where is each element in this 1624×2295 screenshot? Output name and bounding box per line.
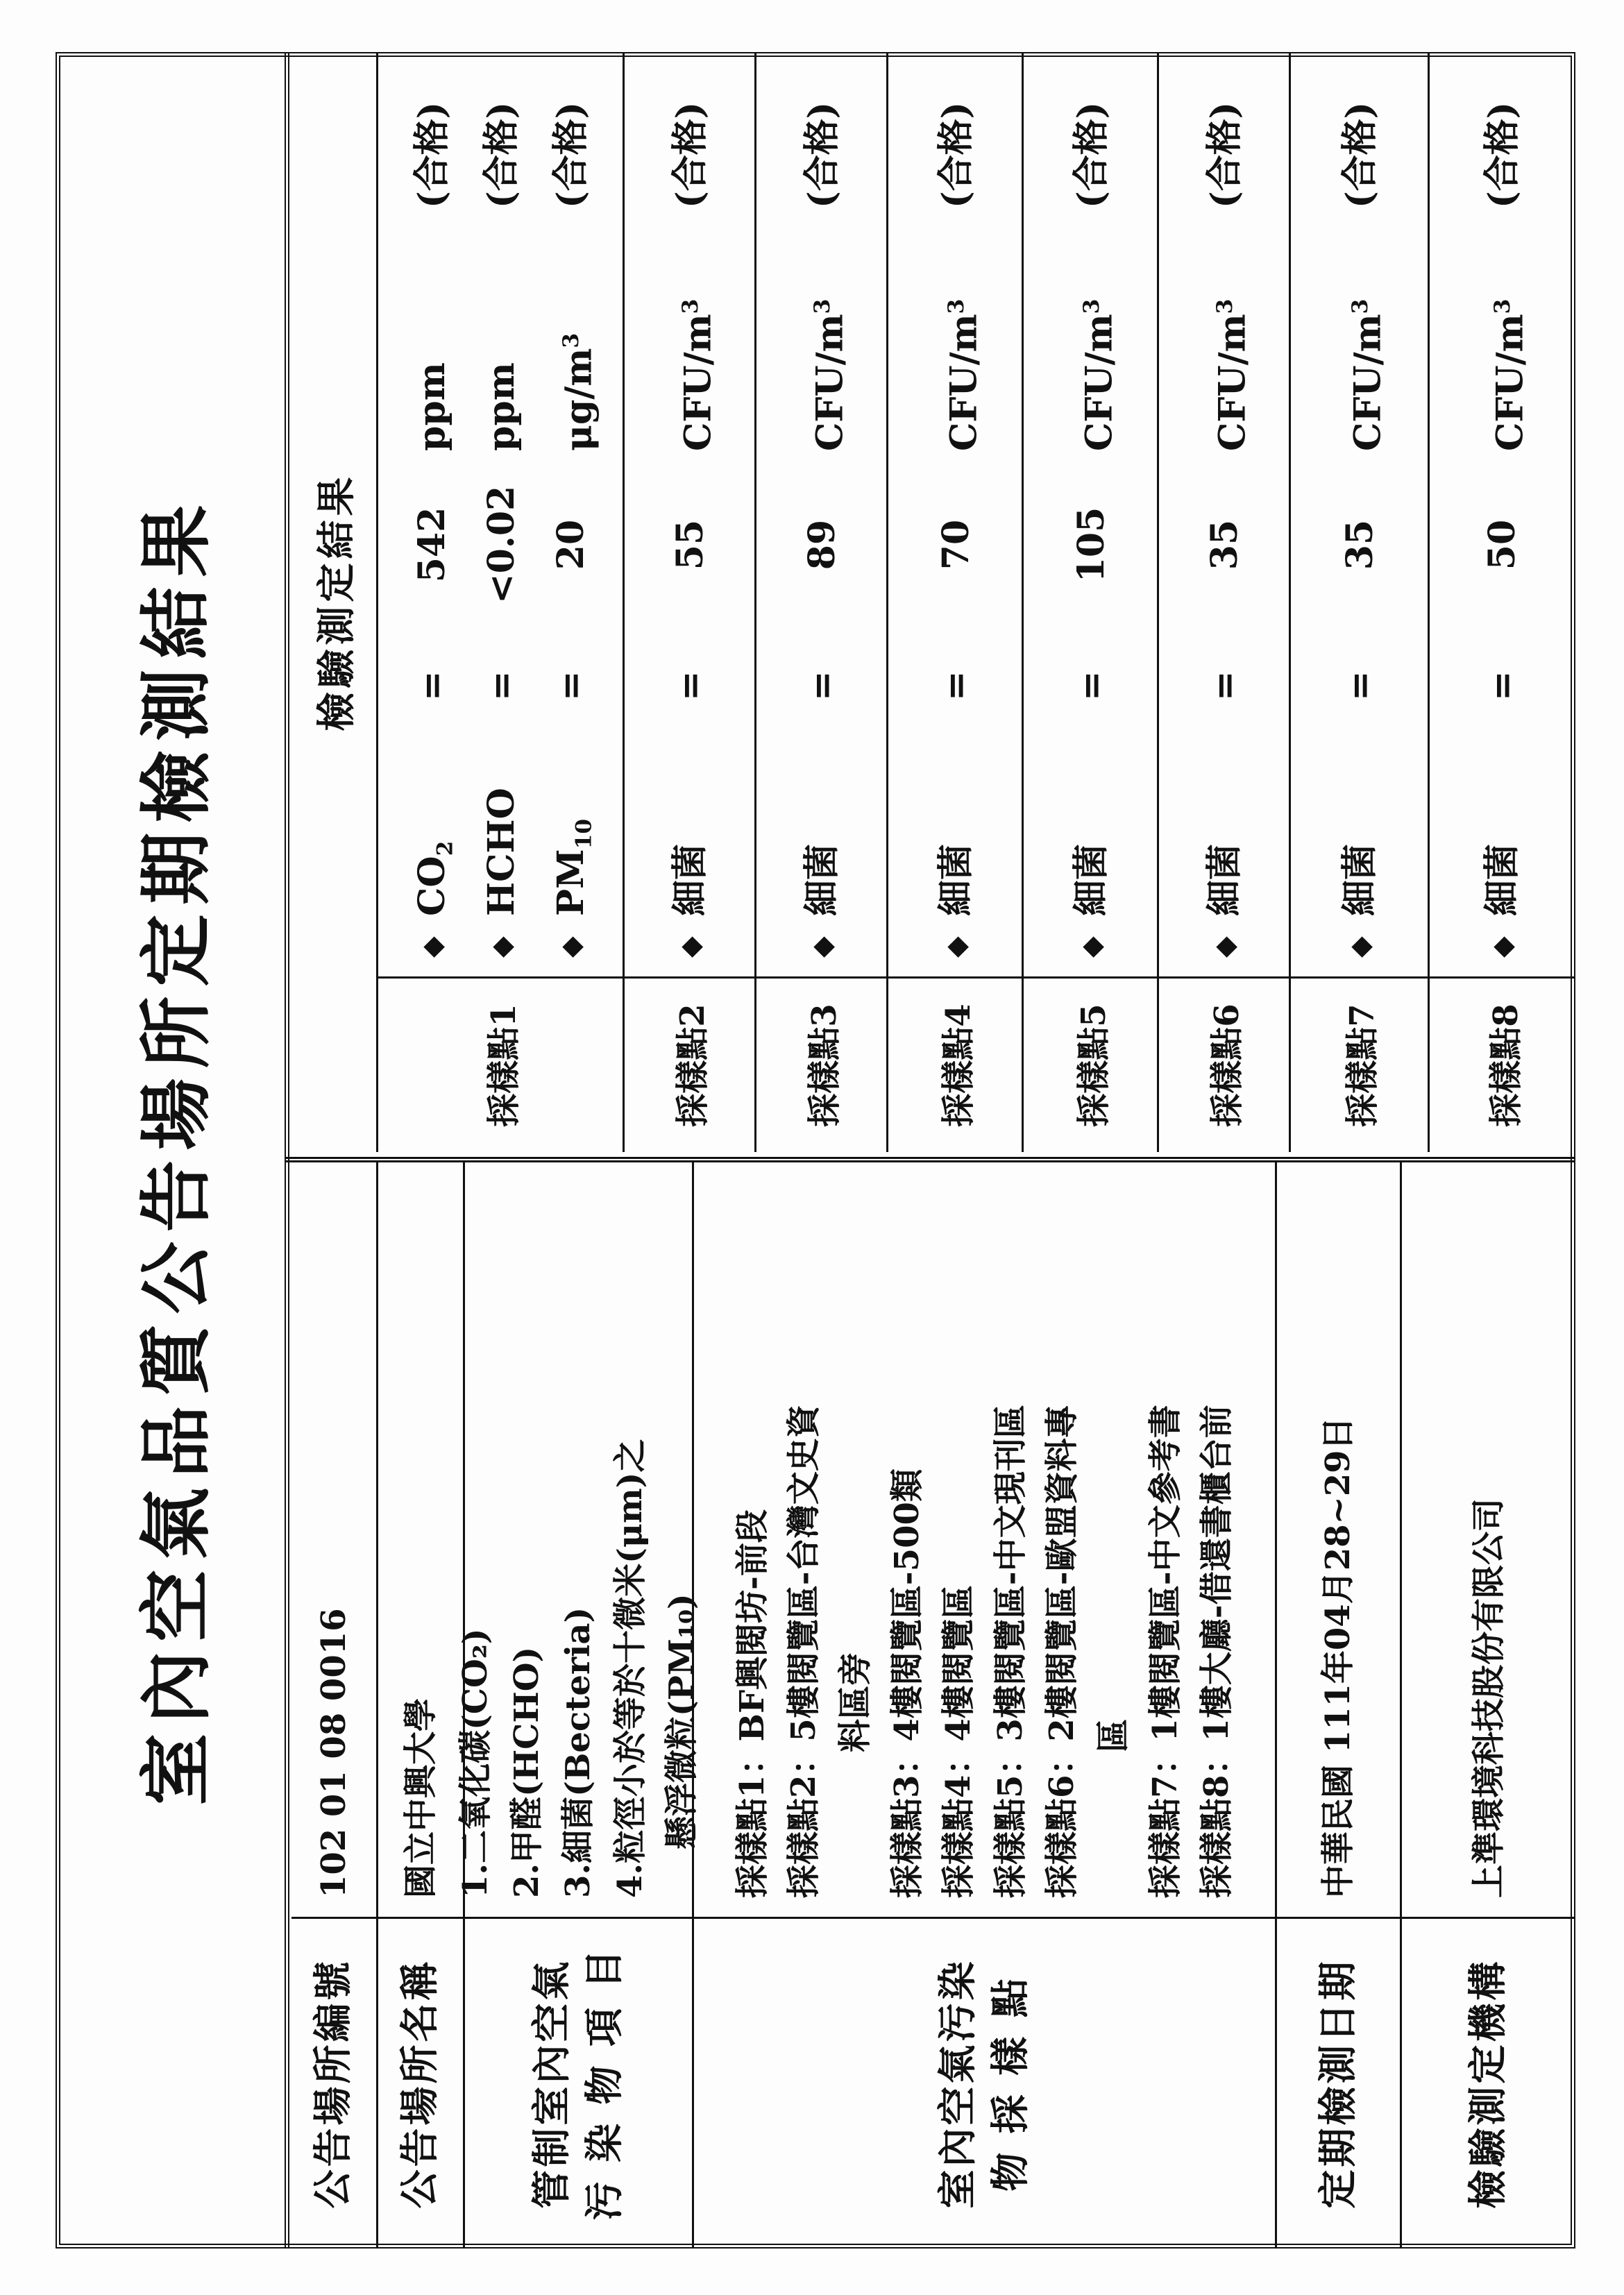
unit	[536, 333, 606, 451]
info-table	[291, 1162, 1575, 2249]
unit-text: μg/m	[557, 348, 600, 451]
sampling-point-item-continued: 區	[1094, 1718, 1133, 1752]
site-name-value-text: 國立中興大學	[400, 1697, 440, 1898]
bullet-icon: ◆	[1074, 936, 1108, 958]
measurement-line	[1326, 62, 1395, 965]
results-row	[378, 52, 625, 1152]
bullet-icon: ◆	[415, 936, 448, 958]
bullet-icon: ◆	[674, 936, 707, 958]
agency-value	[1402, 1176, 1575, 1898]
unit-text: CFU/m	[809, 314, 852, 451]
unit	[1190, 299, 1260, 451]
measured-value: 35	[1339, 519, 1381, 570]
pollutant-item: 1.二氧化碳(CO₂)	[455, 1628, 495, 1898]
sampling-point-name: 採樣點4	[938, 1003, 978, 1127]
bullet-icon: ◆	[1344, 936, 1376, 958]
unit-text: CFU/m	[677, 314, 720, 451]
info-row-date	[1277, 1162, 1402, 2249]
measured-value: 55	[669, 519, 711, 570]
document-title: 室內空氣品質公告場所定期檢測結果	[133, 495, 219, 1806]
measurement-line	[536, 62, 606, 965]
equals-sign: =	[934, 670, 977, 701]
measured-value: <0.02	[480, 485, 523, 604]
equals-sign: =	[801, 670, 843, 701]
measurement-line	[1190, 62, 1260, 965]
bullet-icon: ◆	[484, 936, 518, 958]
compliance-status: (合格)	[934, 101, 977, 208]
unit-superscript: 3	[1212, 298, 1237, 314]
pollutant-name	[1057, 844, 1126, 916]
sampling-point-item: 採樣點2：5樓閱覽區-台灣文史資	[784, 1405, 823, 1898]
unit-superscript: 3	[1348, 298, 1373, 314]
unit-superscript: 3	[678, 298, 703, 314]
date-value	[1277, 1176, 1400, 1898]
sampling-point-name: 採樣點7	[1343, 1003, 1382, 1127]
unit	[922, 299, 991, 451]
equals-sign: =	[669, 670, 711, 701]
pollutant-name-text: HCHO	[480, 788, 523, 916]
rotated-document	[56, 52, 1575, 2249]
unit	[1057, 299, 1126, 451]
unit-text: CFU/m	[1489, 314, 1532, 451]
sampling-point-name: 採樣點5	[1074, 1003, 1113, 1127]
site-name-label-text: 公告場所名稱	[397, 1958, 443, 2209]
agency-label	[1402, 1919, 1575, 2249]
unit-text: ppm	[410, 362, 453, 451]
equals-sign: =	[1069, 670, 1113, 701]
compliance-status: (合格)	[1203, 101, 1246, 208]
pollutant-name-text: 細菌	[801, 843, 843, 916]
measurement-line	[922, 62, 991, 965]
measured-value: 50	[1481, 519, 1523, 570]
results-row	[1291, 52, 1430, 1152]
agency-label-text: 檢驗測定機構	[1465, 1958, 1512, 2209]
results-row	[888, 52, 1024, 1152]
measured-value: 20	[549, 519, 592, 570]
pollutant-name	[788, 844, 857, 916]
equals-sign: =	[410, 670, 453, 701]
site-name-label	[378, 1919, 463, 2249]
pollutants-label-line-2: 污 染 物 項 目	[581, 1947, 627, 2221]
measurement-line	[1468, 62, 1537, 965]
sampling-label-line-1: 室內空氣污染	[934, 1958, 981, 2209]
compliance-status: (合格)	[549, 101, 592, 208]
date-label	[1277, 1919, 1400, 2249]
unit-text: CFU/m	[942, 314, 985, 451]
compliance-status: (合格)	[1339, 101, 1381, 208]
site-id-label	[291, 1919, 376, 2249]
site-id-value-text: 102 01 08 0016	[314, 1608, 353, 1898]
compliance-status: (合格)	[1069, 101, 1113, 208]
unit	[467, 362, 536, 451]
pollutant-name	[536, 819, 606, 916]
sampling-point-name: 採樣點8	[1486, 1003, 1525, 1127]
sampling-point-item: 採樣點6：2樓閱覽區-歐盟資料專	[1042, 1405, 1081, 1898]
date-label-text: 定期檢測日期	[1314, 1958, 1361, 2209]
sampling-point-item: 採樣點4：4樓閱覽區	[939, 1585, 979, 1898]
sampling-point-item: 採樣點3：4樓閱覽區-500類	[887, 1468, 927, 1898]
compliance-status: (合格)	[1481, 101, 1523, 208]
info-row-site-id	[291, 1162, 378, 2249]
unit-superscript: 3	[1079, 298, 1104, 314]
pollutant-name	[1326, 844, 1395, 916]
pollutant-subscript: 10	[570, 818, 596, 849]
pollutant-name-text: CO	[410, 856, 453, 916]
measured-value: 35	[1203, 519, 1246, 570]
pollutant-name	[467, 788, 536, 916]
results-table	[291, 52, 1575, 1152]
unit-text: ppm	[480, 362, 523, 451]
pollutant-item: 4.粒徑小於等於十微米(μm)之	[610, 1439, 650, 1898]
measured-value: 70	[934, 519, 977, 570]
title-divider	[285, 52, 289, 2249]
results-row	[625, 52, 756, 1152]
results-row	[1430, 52, 1575, 1152]
pollutant-name	[1468, 844, 1537, 916]
pollutants-label-line-1: 管制室內空氣	[528, 1958, 575, 2209]
date-value-text: 中華民國 111年04月28~29日	[1319, 1416, 1358, 1898]
results-row	[756, 52, 888, 1152]
sampling-point-item-continued: 料區旁	[836, 1652, 875, 1752]
table-divider	[285, 1157, 1575, 1162]
sampling-label-line-2: 物 採 樣 點	[987, 1976, 1033, 2192]
info-row-pollutants	[455, 1162, 702, 2249]
site-id-value	[291, 1176, 376, 1898]
unit	[1326, 299, 1395, 451]
pollutants-list	[455, 1176, 702, 1898]
equals-sign: =	[1481, 670, 1523, 701]
compliance-status: (合格)	[801, 101, 843, 208]
unit-superscript: 3	[1490, 298, 1515, 314]
unit-text: CFU/m	[1211, 314, 1254, 451]
unit	[656, 299, 725, 451]
compliance-status: (合格)	[480, 101, 523, 208]
sampling-point-name: 採樣點2	[673, 1003, 712, 1127]
sampling-point-item: 採樣點7：1樓閱覽區-中文參考書	[1145, 1405, 1185, 1898]
measurement-line	[656, 62, 725, 965]
measurement-line	[788, 62, 857, 965]
unit-superscript: 3	[558, 332, 584, 348]
bullet-icon: ◆	[554, 936, 587, 958]
sampling-label	[694, 1919, 1275, 2249]
bullet-icon: ◆	[1486, 936, 1519, 958]
info-row-sampling-points	[694, 1162, 1277, 2249]
bullet-icon: ◆	[1208, 936, 1241, 958]
pollutant-name-text: 細菌	[669, 843, 711, 916]
unit-text: CFU/m	[1346, 314, 1389, 451]
measurement-line	[467, 62, 536, 965]
sampling-point-item: 採樣點1：BF興閱坊-前段	[732, 1509, 772, 1898]
pollutant-subscript: 2	[432, 840, 457, 856]
site-id-label-text: 公告場所編號	[310, 1958, 357, 2209]
unit	[788, 299, 857, 451]
sampling-point-name: 採樣點3	[805, 1003, 844, 1127]
results-row	[1024, 52, 1159, 1152]
info-row-agency	[1402, 1162, 1575, 2249]
measured-value: 89	[801, 519, 843, 570]
pollutant-name-text: 細菌	[1069, 843, 1113, 916]
unit	[1468, 299, 1537, 451]
sampling-point-name: 採樣點1	[484, 1003, 523, 1127]
unit-superscript: 3	[810, 298, 835, 314]
sampling-points-list	[694, 1176, 1275, 1898]
equals-sign: =	[480, 670, 523, 701]
equals-sign: =	[1203, 670, 1246, 701]
sampling-point-item: 採樣點5：3樓閱覽區-中文現刊區	[990, 1405, 1030, 1898]
pollutant-item: 3.細菌(Becteria)	[559, 1607, 598, 1898]
results-row	[1159, 52, 1291, 1152]
pollutant-item: 2.甲醛(HCHO)	[507, 1646, 546, 1898]
equals-sign: =	[549, 670, 592, 701]
bullet-icon: ◆	[939, 936, 972, 958]
pollutant-name-text: 細菌	[1339, 843, 1381, 916]
pollutant-name	[922, 844, 991, 916]
measurement-line	[398, 62, 467, 965]
measured-value: 542	[410, 507, 453, 583]
sampling-point-item: 採樣點8：1樓大廳-借還書櫃台前	[1197, 1405, 1237, 1898]
results-header: 檢驗測定結果	[291, 52, 378, 1152]
equals-sign: =	[1339, 670, 1381, 701]
pollutants-label	[465, 1919, 692, 2249]
pollutant-item-continued: 懸浮微粒(PM₁₀)	[662, 1593, 702, 1849]
measurement-line	[1057, 62, 1126, 965]
agency-value-text: 上準環境科技股份有限公司	[1469, 1498, 1508, 1898]
pollutant-name-text: 細菌	[1481, 843, 1523, 916]
unit	[398, 362, 467, 451]
pollutant-name	[656, 844, 725, 916]
measured-value: 105	[1069, 507, 1113, 583]
unit-superscript: 3	[943, 298, 969, 314]
bullet-icon: ◆	[806, 936, 838, 958]
pollutant-name	[1190, 844, 1260, 916]
pollutant-name-text: 細菌	[934, 843, 977, 916]
compliance-status: (合格)	[669, 101, 711, 208]
sampling-point-name: 採樣點6	[1208, 1003, 1246, 1127]
pollutant-name	[398, 841, 467, 916]
pollutant-name-text: PM	[549, 849, 592, 916]
unit-text: CFU/m	[1077, 314, 1120, 451]
compliance-status: (合格)	[410, 101, 453, 208]
pollutant-name-text: 細菌	[1203, 843, 1246, 916]
